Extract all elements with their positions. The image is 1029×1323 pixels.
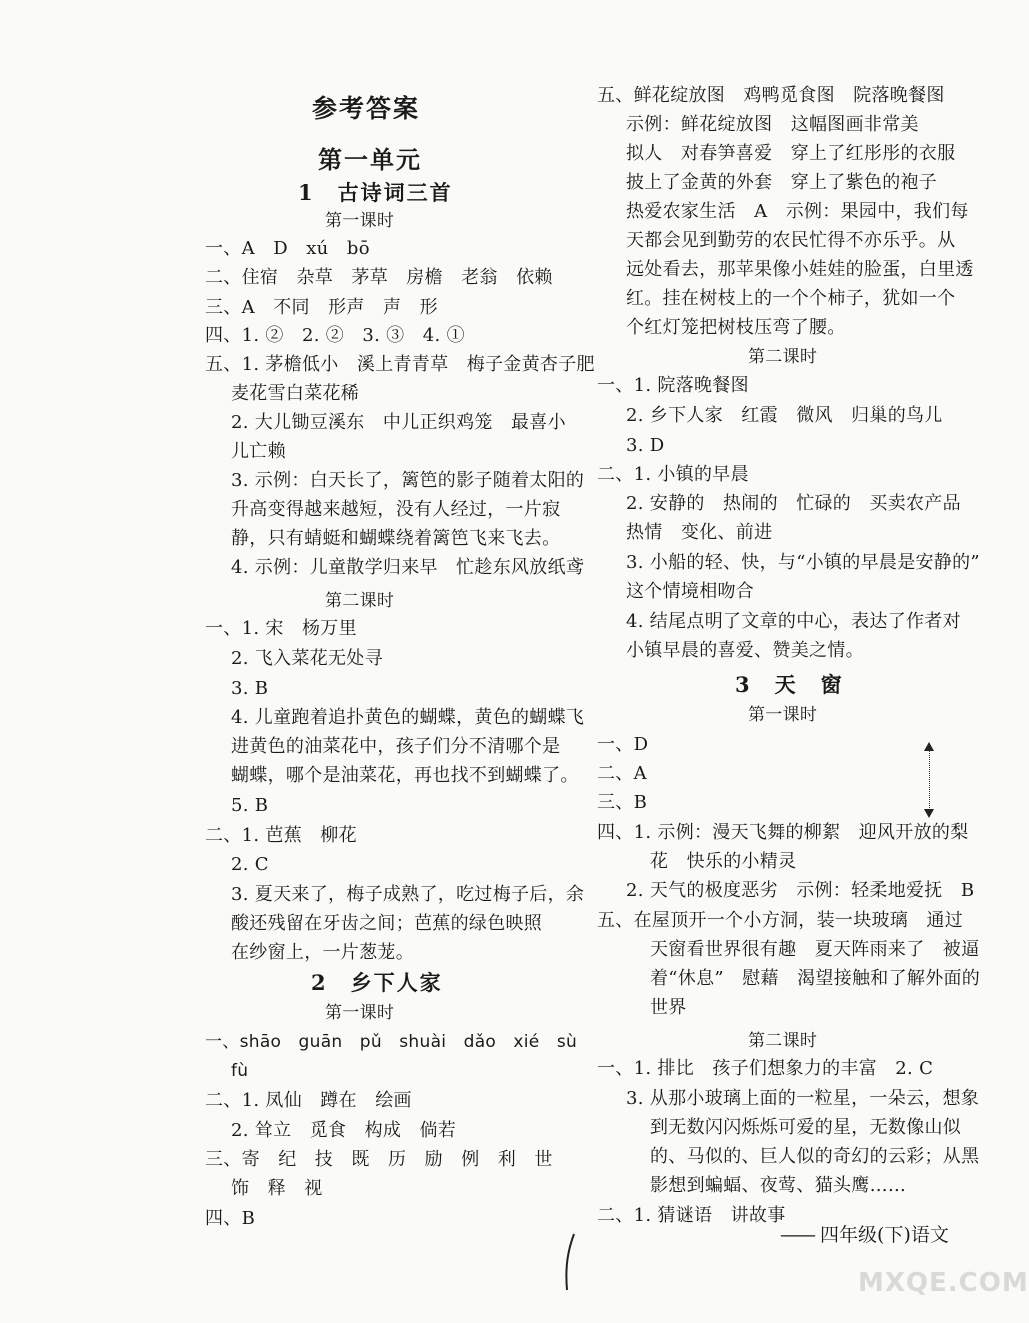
answer-line: 蝴蝶，哪个是油菜花，再也找不到蝴蝶了。 (231, 765, 579, 786)
answer-line: 二、A (597, 763, 647, 784)
answer-line: 五、1. 茅檐低小 溪上青青草 梅子金黄杏子肥 (205, 354, 595, 375)
section-heading: 第一课时 (748, 705, 818, 725)
answer-line: 三、A 不同 形声 声 形 (205, 297, 438, 318)
answer-line: 四、1. ② 2. ② 3. ③ 4. ① (205, 325, 465, 346)
answer-line: 一、1. 排比 孩子们想象力的丰富 2. C (597, 1058, 934, 1079)
section-heading: 第一单元 (318, 145, 422, 174)
answer-line: 热情 变化、前进 (626, 522, 773, 543)
double-arrow-mark (924, 742, 936, 818)
answer-line: 一、shāo guān pǔ shuài dǎo xié sù (205, 1032, 578, 1052)
answer-line: 3. 从那小玻璃上面的一粒星，一朵云，想象 (626, 1088, 980, 1109)
answer-line: 3. 夏天来了，梅子成熟了，吃过梅子后，余 (231, 884, 585, 905)
answer-line: 热爱农家生活 A 示例：果园中，我们每 (626, 201, 969, 222)
arrow-down-icon (924, 809, 934, 818)
answer-line: 三、B (597, 792, 648, 813)
answer-line: 远处看去，那苹果像小娃娃的脸蛋，白里透 (626, 259, 974, 280)
section-heading: 第二课时 (325, 591, 395, 611)
section-heading: 第一课时 (325, 1003, 395, 1023)
answer-line: 儿亡赖 (231, 441, 286, 462)
answer-line: 酸还残留在牙齿之间；芭蕉的绿色映照 (231, 913, 543, 934)
answer-line: 二、1. 芭蕉 柳花 (205, 825, 357, 846)
section-heading: 3 天 窗 (735, 672, 844, 697)
answer-line: 一、D (597, 734, 649, 755)
answer-line: 四、1. 示例：漫天飞舞的柳絮 迎风开放的梨 (597, 822, 969, 843)
answer-line: 三、寄 纪 技 既 历 励 例 利 世 (205, 1149, 553, 1170)
answer-line: 影想到蝙蝠、夜莺、猫头鹰…… (650, 1175, 907, 1196)
answer-line: 拟人 对春笋喜爱 穿上了红彤彤的衣服 (626, 143, 956, 164)
answer-line: 进黄色的油菜花中，孩子们分不清哪个是 (231, 736, 561, 757)
section-heading: 1 古诗词三首 (298, 180, 453, 205)
answer-line: 2. 耸立 觅食 构成 倘若 (231, 1120, 457, 1141)
answer-line: fù (231, 1061, 249, 1081)
answer-line: 的、马似的、巨人似的奇幻的云彩；从黑 (650, 1146, 980, 1167)
answer-line: 示例：鲜花绽放图 这幅图画非常美 (626, 114, 919, 135)
answer-line: 世界 (650, 997, 687, 1018)
answer-line: 饰 释 视 (231, 1178, 323, 1199)
answer-line: 2. 大儿锄豆溪东 中儿正织鸡笼 最喜小 (231, 412, 566, 433)
answer-line: 3. B (231, 678, 269, 699)
answer-line: 二、1. 猜谜语 讲故事 (597, 1205, 786, 1226)
answer-line: 红。挂在树枝上的一个个柿子，犹如一个 (626, 288, 956, 309)
answer-line: 二、1. 凤仙 蹲在 绘画 (205, 1090, 412, 1111)
footer-grade-label: —— 四年级(下)语文 (780, 1224, 949, 1246)
answer-line: 3. D (626, 435, 665, 456)
answer-line: 二、1. 小镇的早晨 (597, 464, 749, 485)
answer-line: 披上了金黄的外套 穿上了紫色的袍子 (626, 172, 938, 193)
answer-line: 静，只有蜻蜓和蝴蝶绕着篱笆飞来飞去。 (231, 528, 561, 549)
section-heading: 2 乡下人家 (311, 970, 443, 995)
answer-line: 一、A D xú bō (205, 238, 370, 259)
answer-line: 五、在屋顶开一个小方洞，装一块玻璃 通过 (597, 910, 963, 931)
answer-line: 升高变得越来越短，没有人经过，一片寂 (231, 499, 561, 520)
answer-line: 这个情境相吻合 (626, 581, 755, 602)
answer-line: 二、住宿 杂草 茅草 房檐 老翁 依赖 (205, 267, 553, 288)
answer-line: 一、1. 宋 杨万里 (205, 618, 357, 639)
answer-line: 在纱窗上，一片葱茏。 (231, 942, 414, 963)
answer-line: 3. 小船的轻、快，与“小镇的早晨是安静的” (626, 552, 980, 573)
answer-line: 着“休息” 慰藉 渴望接触和了解外面的 (650, 968, 981, 989)
answer-line: 天都会见到勤劳的农民忙得不亦乐乎。从 (626, 230, 956, 251)
answer-line: 四、B (205, 1208, 256, 1229)
answer-line: 2. 天气的极度恶劣 示例：轻柔地爱抚 B (626, 880, 975, 901)
section-heading: 第二课时 (748, 347, 818, 367)
answer-line: 4. 儿童跑着追扑黄色的蝴蝶，黄色的蝴蝶飞 (231, 707, 585, 728)
answer-line: 3. 示例：白天长了，篱笆的影子随着太阳的 (231, 470, 585, 491)
answer-line: 小镇早晨的喜爱、赞美之情。 (626, 640, 864, 661)
answer-line: 天窗看世界很有趣 夏天阵雨来了 被逼 (650, 939, 980, 960)
section-heading: 第二课时 (748, 1031, 818, 1051)
section-heading: 第一课时 (325, 211, 395, 231)
answer-line: 一、1. 院落晚餐图 (597, 375, 749, 396)
answer-line: 五、鲜花绽放图 鸡鸭觅食图 院落晚餐图 (597, 85, 945, 106)
answer-line: 2. 安静的 热闹的 忙碌的 买卖农产品 (626, 493, 961, 514)
answer-line: 2. 飞入菜花无处寻 (231, 648, 383, 669)
pen-stroke-mark (562, 1232, 578, 1294)
answer-line: 个红灯笼把树枝压弯了腰。 (626, 317, 846, 338)
answer-line: 2. C (231, 854, 269, 875)
section-heading: 参考答案 (312, 94, 421, 123)
watermark: MXQE.COM (858, 1268, 1029, 1298)
answer-line: 麦花雪白菜花稀 (231, 383, 360, 404)
answer-line: 4. 结尾点明了文章的中心，表达了作者对 (626, 611, 961, 632)
answer-line: 4. 示例：儿童散学归来早 忙趁东风放纸鸢 (231, 557, 585, 578)
answer-line: 花 快乐的小精灵 (650, 851, 797, 872)
answer-line: 5. B (231, 795, 269, 816)
answer-line: 到无数闪闪烁烁可爱的星，无数像山似 (650, 1117, 962, 1138)
answer-line: 2. 乡下人家 红霞 微风 归巢的鸟儿 (626, 405, 943, 426)
